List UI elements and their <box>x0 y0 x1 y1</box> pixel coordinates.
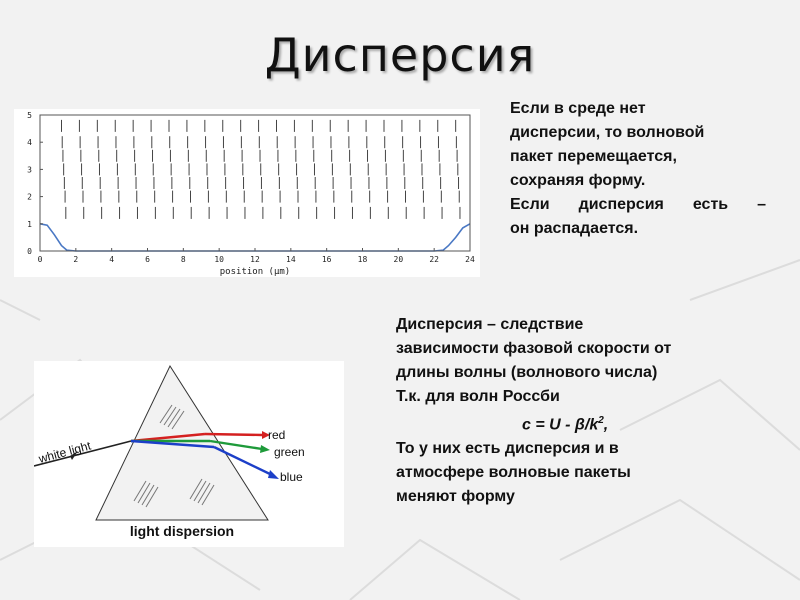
x-tick-label: 20 <box>393 255 404 264</box>
light-dispersion-figure <box>34 361 344 547</box>
text-line: дисперсии, то волновой <box>510 124 705 141</box>
text-line: сохраняя форму. <box>510 172 646 189</box>
text-line: атмосфере волновые пакеты <box>396 464 631 482</box>
green-label: green <box>274 445 305 459</box>
formula-comma: , <box>603 416 609 434</box>
formula-slash: / <box>584 416 590 434</box>
formula-exponent: 2 <box>598 415 604 426</box>
x-tick-label: 14 <box>286 255 296 264</box>
formula-minus: - <box>560 416 575 434</box>
formula-u: U <box>549 416 561 434</box>
text-block-rossby <box>396 313 746 509</box>
x-tick-label: 18 <box>357 255 368 264</box>
y-tick-label: 5 <box>27 111 32 120</box>
red-ray-outside <box>205 434 262 435</box>
x-tick-label: 4 <box>109 255 115 264</box>
y-tick-label: 2 <box>27 192 32 202</box>
text-line: пакет перемещается, <box>510 148 677 165</box>
x-tick-label: 2 <box>73 255 79 264</box>
x-tick-label: 16 <box>321 255 332 264</box>
text-line: меняют форму <box>396 488 515 506</box>
rossby-formula <box>396 409 746 437</box>
text-block-no-dispersion <box>510 97 766 241</box>
x-tick-label: 24 <box>465 255 475 264</box>
x-tick-label: 6 <box>145 255 150 264</box>
x-axis-label: position (μm) <box>219 267 291 277</box>
text-line: зависимости фазовой скорости от <box>396 340 672 357</box>
text-line: длины волны (волнового числа) <box>396 364 658 381</box>
x-tick-label: 0 <box>37 255 43 264</box>
text-line: он распадается. <box>510 220 639 237</box>
blue-arrowhead <box>268 470 279 479</box>
text-line: Дисперсия – следствие <box>396 316 584 333</box>
wave-packet-chart <box>14 109 480 277</box>
text-line: Если в среде нет <box>510 100 646 117</box>
green-arrowhead <box>260 445 270 453</box>
text-line: То у них есть дисперсия и в <box>396 440 619 458</box>
x-tick-label: 22 <box>429 255 439 264</box>
slide-title: Дисперсия <box>264 28 536 82</box>
y-tick-label: 4 <box>27 138 32 148</box>
x-tick-label: 10 <box>214 255 224 264</box>
formula-eq: = <box>530 416 550 434</box>
y-tick-label: 0 <box>27 247 32 256</box>
blue-label: blue <box>280 470 303 484</box>
text-line: Т.к. для волн Россби <box>396 388 560 405</box>
figure-caption: light dispersion <box>129 523 235 539</box>
y-tick-label: 3 <box>27 165 32 175</box>
white-light-label: white light <box>37 438 93 466</box>
formula-beta: β <box>574 416 585 434</box>
formula-c: c <box>522 416 531 434</box>
x-tick-label: 8 <box>180 255 186 264</box>
y-tick-label: 1 <box>27 219 32 229</box>
text-line: Если дисперсия есть – <box>510 196 766 213</box>
formula-k: k <box>589 416 599 434</box>
x-tick-label: 12 <box>250 255 260 264</box>
red-label: red <box>268 428 286 442</box>
